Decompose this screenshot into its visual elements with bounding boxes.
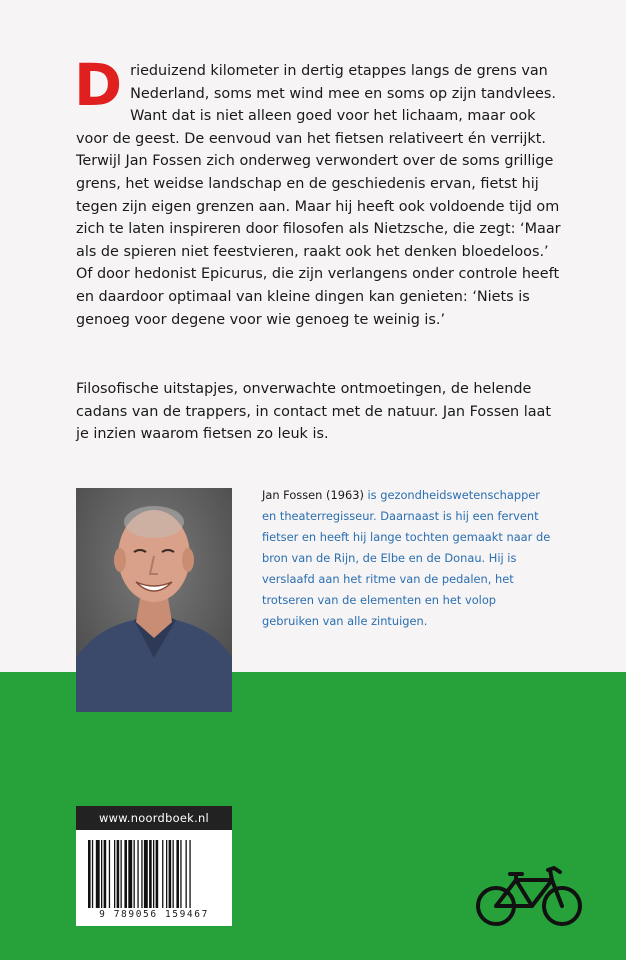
drop-cap: D <box>74 51 123 119</box>
blurb-paragraph-1 <box>74 51 562 331</box>
blurb-paragraph-2: Filosofische uitstapjes, onverwachte ontmoetingen, de helende cadans van de trappers, in contact met de natuur. Jan Fossen laat je inzien waarom fietsen zo leuk is. <box>76 381 552 443</box>
author-portrait-illustration <box>76 488 232 712</box>
blurb-text-1: rieduizend kilometer in dertig etappes langs de grens van Nederland, soms met wind mee en soms op zijn tandvlees. Want dat is niet alleen goed voor het lichaam, maar ook voor de geest. De eenvoud van het fietsen relativeert én verrijkt. Terwijl Jan Fossen zich onderweg verwondert over de soms grillige grens, het weidse landschap en de geschiedenis ervan, fietst hij tegen zijn eigen grenzen aan. Maar hij heeft ook voldoende tijd om zich te laten inspireren door filosofen als Nietzsche, die zegt: ‘Maar als de spieren niet feestvieren, raakt ook het denken bloedeloos.’ Of door hedonist Epicurus, die zijn verlangens onder controle heeft en daardoor optimaal van kleine dingen kan genieten: ‘Niets is genoeg voor degene voor wie genoeg te weinig is.’ <box>76 63 561 328</box>
barcode-bars <box>88 840 220 908</box>
publisher-url: www.noordboek.nl <box>76 806 232 830</box>
isbn-number: 9 789056 159467 <box>99 909 209 920</box>
author-bio <box>262 485 552 632</box>
bicycle-icon <box>474 862 584 928</box>
author-photo <box>76 488 232 712</box>
barcode-box <box>76 806 232 926</box>
author-name: Jan Fossen (1963) <box>262 488 364 502</box>
author-bio-text: is gezondheidswetenschapper en theaterregisseur. Daarnaast is hij een fervent fietser en heeft hij lange tochten gemaakt naar de bron van de Rijn, de Elbe en de Donau. Hij is verslaafd aan het ritme van de pedalen, het trotseren van de elementen en het volop gebruiken van alle zintuigen. <box>262 488 551 628</box>
